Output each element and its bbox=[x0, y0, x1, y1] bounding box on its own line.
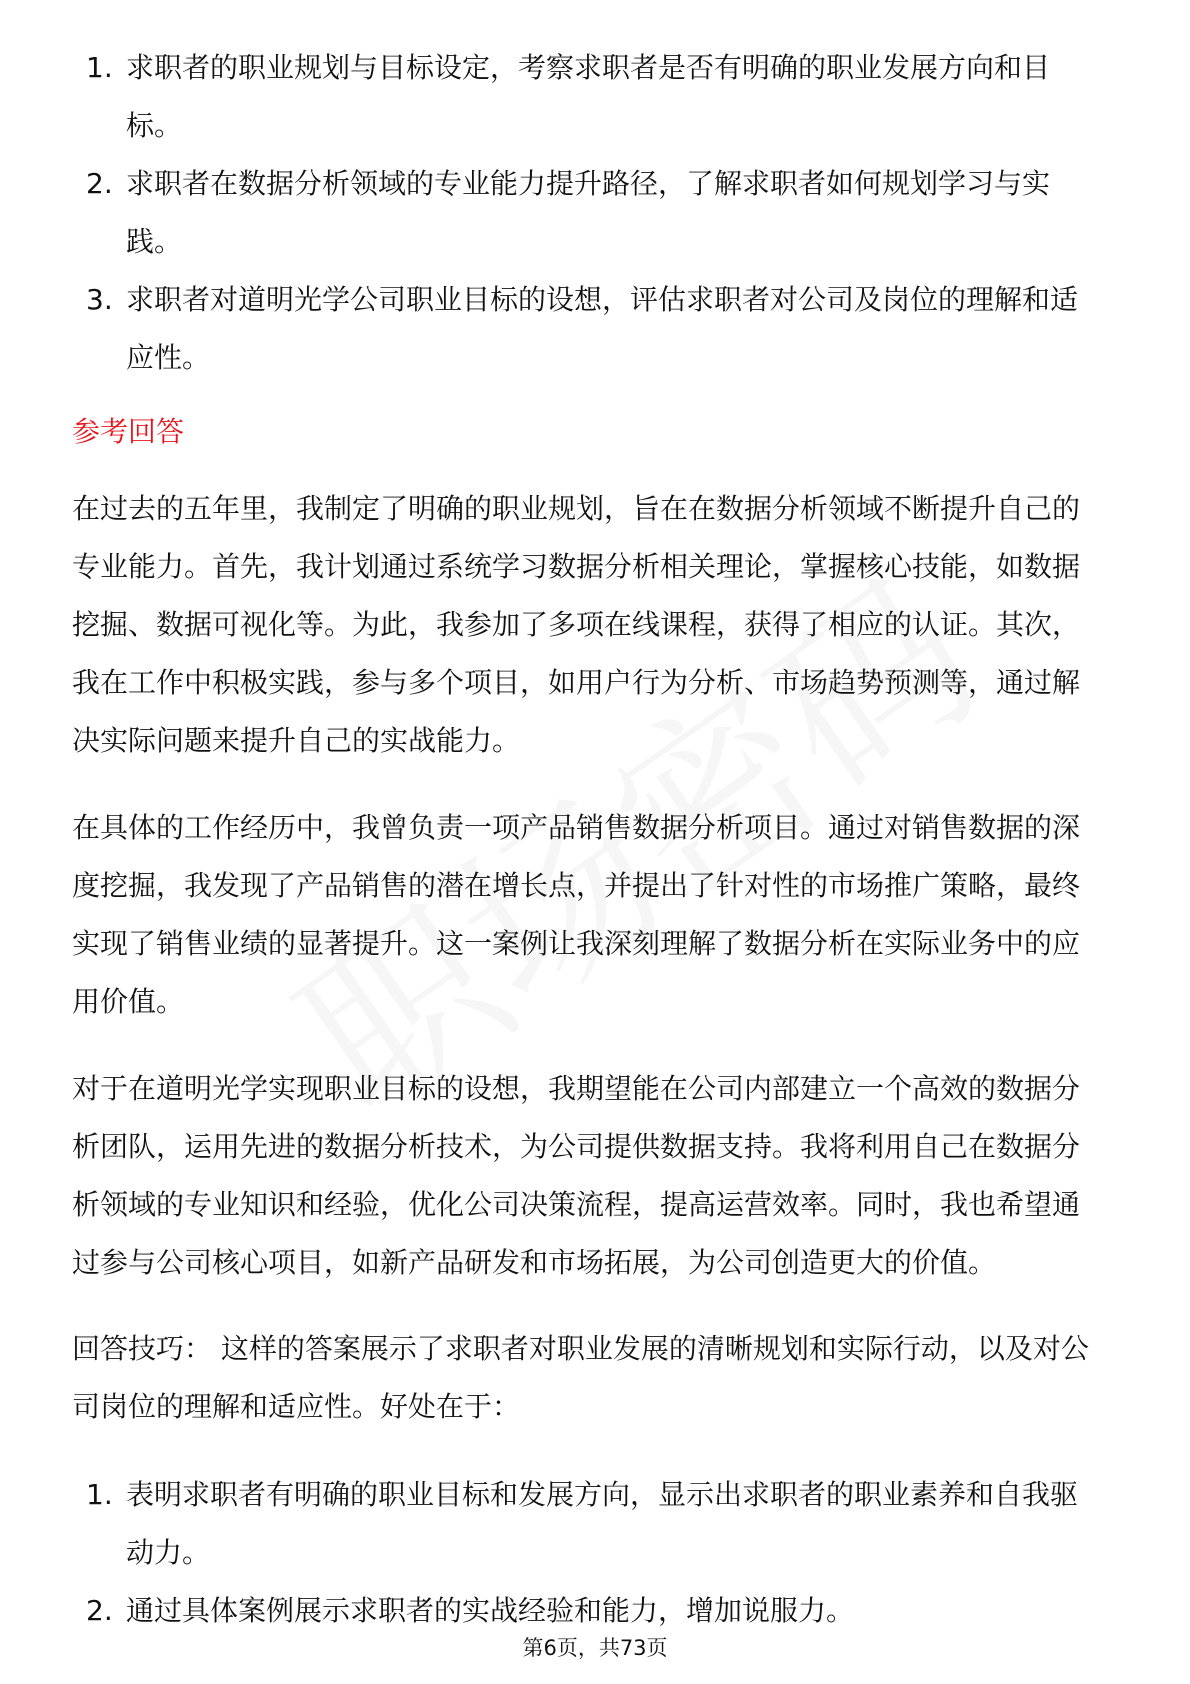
list-text-line: 通过具体案例展示求职者的实战经验和能力，增加说服力。 bbox=[126, 1594, 855, 1627]
list-text-line: 求职者在数据分析领域的专业能力提升路径，了解求职者如何规划学习与实 bbox=[126, 167, 1051, 200]
paragraph-line: 司岗位的理解和适应性。好处在于： bbox=[72, 1390, 521, 1423]
page-footer: 第6页，共73页 bbox=[522, 1636, 668, 1660]
paragraph-line: 专业能力。首先，我计划通过系统学习数据分析相关理论，掌握核心技能，如数据 bbox=[72, 550, 1081, 583]
list-text-line: 标。 bbox=[126, 109, 183, 142]
list-text-line: 求职者的职业规划与目标设定，考察求职者是否有明确的职业发展方向和目 bbox=[126, 51, 1051, 84]
paragraph-line: 在过去的五年里，我制定了明确的职业规划，旨在在数据分析领域不断提升自己的 bbox=[72, 492, 1081, 525]
list-number: 1. bbox=[86, 51, 113, 84]
paragraph-line: 我在工作中积极实践，参与多个项目，如用户行为分析、市场趋势预测等，通过解 bbox=[72, 666, 1081, 699]
tips-paragraph bbox=[72, 1320, 1132, 1436]
paragraph-line: 用价值。 bbox=[72, 985, 185, 1018]
paragraph-line: 挖掘、数据可视化等。为此，我参加了多项在线课程，获得了相应的认证。其次， bbox=[72, 608, 1081, 641]
list-number: 2. bbox=[86, 167, 113, 200]
paragraph-line: 度挖掘，我发现了产品销售的潜在增长点，并提出了针对性的市场推广策略，最终 bbox=[72, 869, 1081, 902]
list-number: 3. bbox=[86, 283, 113, 316]
paragraph-line: 回答技巧： 这样的答案展示了求职者对职业发展的清晰规划和实际行动，以及对公 bbox=[72, 1332, 1089, 1365]
list-number: 2. bbox=[86, 1594, 113, 1627]
answer-paragraph bbox=[72, 480, 1132, 770]
paragraph-line: 析团队，运用先进的数据分析技术，为公司提供数据支持。我将利用自己在数据分 bbox=[72, 1130, 1081, 1163]
reference-answer-heading: 参考回答 bbox=[72, 415, 185, 448]
list-text-line: 践。 bbox=[126, 225, 183, 258]
list-text-line: 表明求职者有明确的职业目标和发展方向，显示出求职者的职业素养和自我驱 bbox=[126, 1478, 1079, 1511]
paragraph-line: 实现了销售业绩的显著提升。这一案例让我深刻理解了数据分析在实际业务中的应 bbox=[72, 927, 1081, 960]
list-number: 1. bbox=[86, 1478, 113, 1511]
paragraph-line: 决实际问题来提升自己的实战能力。 bbox=[72, 724, 521, 757]
list-text-line: 动力。 bbox=[126, 1536, 211, 1569]
paragraph-line: 对于在道明光学实现职业目标的设想，我期望能在公司内部建立一个高效的数据分 bbox=[72, 1072, 1081, 1105]
answer-paragraph bbox=[72, 1060, 1132, 1292]
list-text-line: 应性。 bbox=[126, 341, 211, 374]
paragraph-line: 析领域的专业知识和经验，优化公司决策流程，提高运营效率。同时，我也希望通 bbox=[72, 1188, 1081, 1221]
paragraph-line: 过参与公司核心项目，如新产品研发和市场拓展，为公司创造更大的价值。 bbox=[72, 1246, 997, 1279]
paragraph-line: 在具体的工作经历中，我曾负责一项产品销售数据分析项目。通过对销售数据的深 bbox=[72, 811, 1081, 844]
answer-paragraph bbox=[72, 799, 1132, 1031]
list-text-line: 求职者对道明光学公司职业目标的设想，评估求职者对公司及岗位的理解和适 bbox=[126, 283, 1079, 316]
